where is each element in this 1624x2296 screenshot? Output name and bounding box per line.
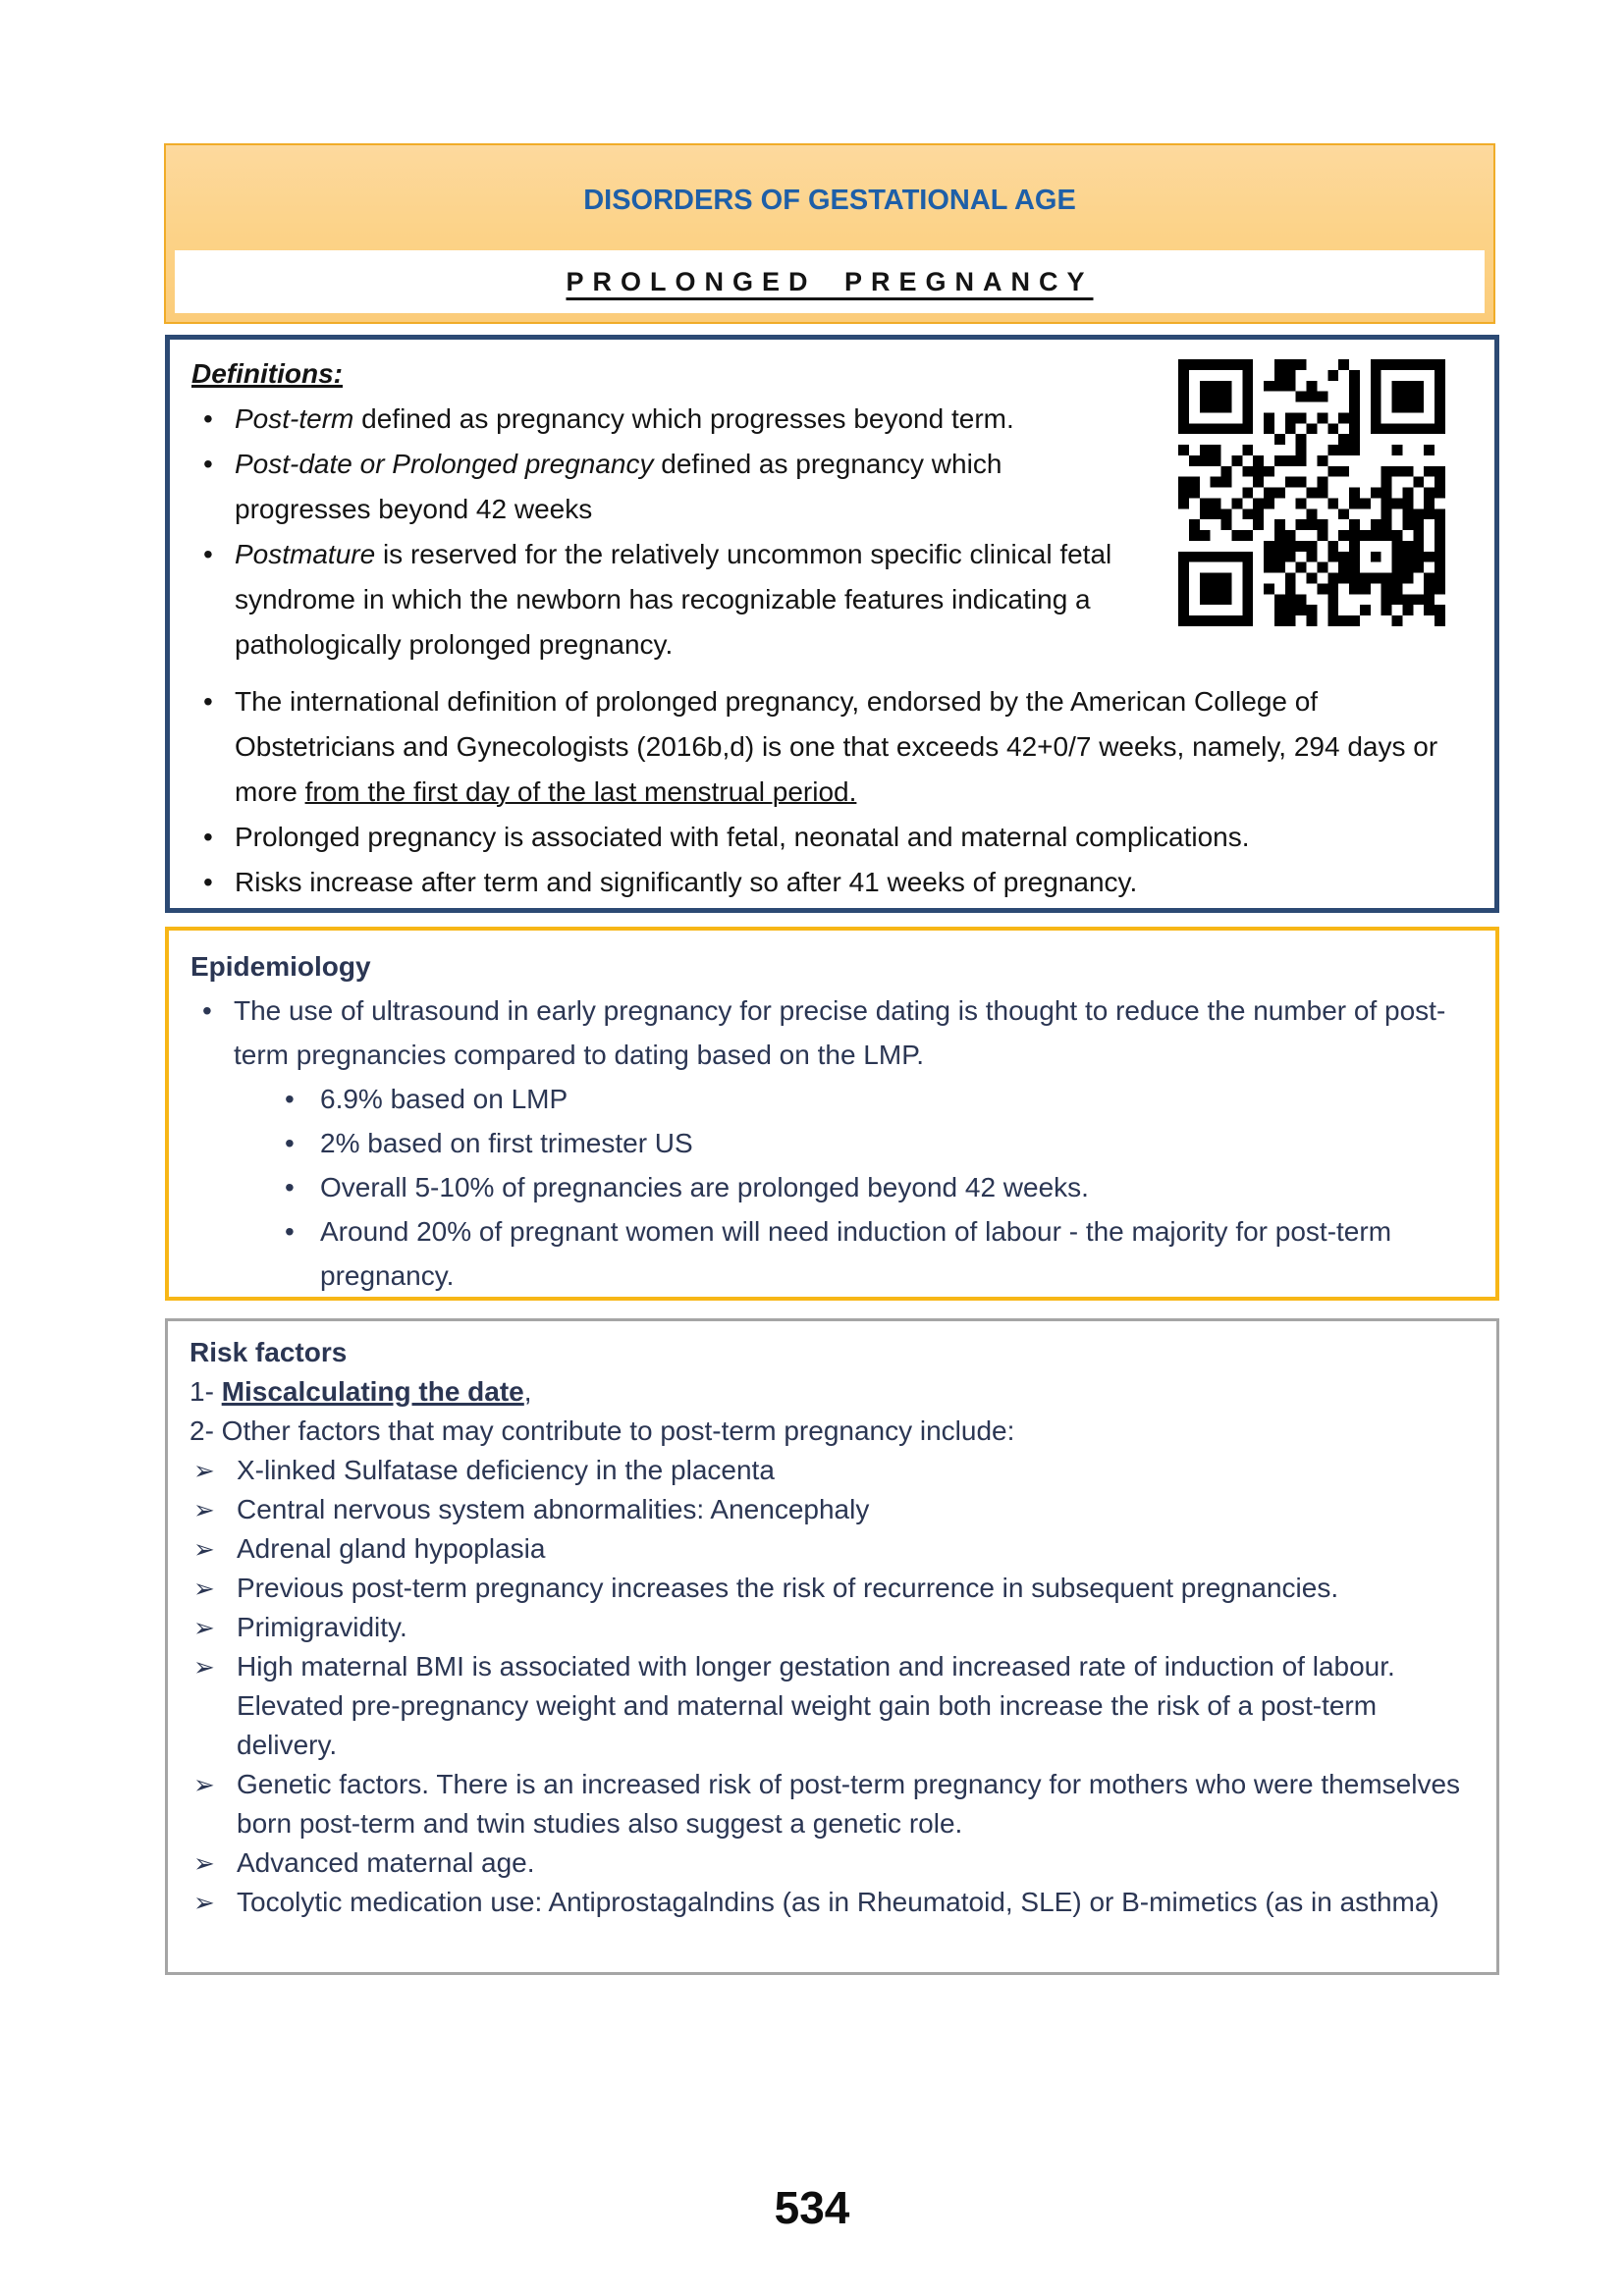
risk-item-text: Adrenal gland hypoplasia [237,1533,546,1564]
arrow-bullet-icon: ➢ [193,1456,215,1485]
epidemiology-subitem: • Around 20% of pregnant women will need induction of labour - the majority for post-term pregnancy. [190,1209,1470,1298]
page-number: 534 [774,2182,850,2233]
definitions-section [165,335,1499,913]
arrow-bullet-icon: ➢ [193,1574,215,1603]
risk-item [189,1843,1471,1883]
definition-text: Risks increase after term and significantly so after 41 weeks of pregnancy. [235,867,1138,897]
definition-underlined-text: from the first day of the last menstrual period. [304,776,857,807]
risk-factors-heading: Risk factors [189,1337,348,1367]
risk-numbered-item [189,1372,1471,1412]
definitions-list-full [191,679,1469,905]
arrow-bullet-icon: ➢ [193,1848,215,1878]
page-subtitle: PROLONGED PREGNANCY [566,266,1094,296]
risk-item-text: Tocolytic medication use: Antiprostagalndins (as in Rheumatoid, SLE) or B-mimetics (as in asthma) [237,1887,1439,1917]
risk-factors-section [165,1318,1499,1975]
risk-item-suffix: , [523,1376,532,1407]
risk-item-underlined: Miscalculating the date [221,1376,524,1407]
risk-item [189,1883,1471,1922]
epidemiology-item: • The use of ultrasound in early pregnancy for precise dating is thought to reduce the number of post-term pregnancies compared to dating based on the LMP. [190,988,1470,1077]
risk-item-text: X-linked Sulfatase deficiency in the placenta [237,1455,775,1485]
risk-item-text: Central nervous system abnormalities: Anencephaly [237,1494,870,1524]
risk-item-text: Previous post-term pregnancy increases the risk of recurrence in subsequent pregnancies. [237,1573,1339,1603]
risk-item [189,1451,1471,1490]
qr-code-image [1178,359,1445,626]
section-header [164,143,1495,324]
definition-term: Post-date or Prolonged pregnancy [235,449,654,479]
definition-item [191,532,1119,667]
definition-text: defined as pregnancy which progresses beyond term. [353,403,1014,434]
definitions-text-column [191,351,1178,667]
risk-numbered-item: 2- Other factors that may contribute to post-term pregnancy include: [189,1415,1015,1446]
risk-item [189,1608,1471,1647]
qr-code [1178,359,1445,626]
definitions-heading: Definitions: [191,358,343,389]
epidemiology-section [165,927,1499,1301]
arrow-bullet-icon: ➢ [193,1652,215,1682]
definition-text: defined as pregnancy which progresses beyond 42 weeks [235,449,1002,524]
epidemiology-subitem: • Overall 5-10% of pregnancies are prolonged beyond 42 weeks. [190,1165,1470,1209]
definitions-list [191,397,1119,667]
arrow-bullet-icon: ➢ [193,1613,215,1642]
risk-item-text: High maternal BMI is associated with longer gestation and increased rate of induction of labour. Elevated pre-pregnancy weight and maternal weight gain both increase the risk of a post-term delivery. [237,1651,1395,1760]
epidemiology-list [190,988,1470,1077]
risk-item [189,1647,1471,1765]
risk-item-number: 1- [189,1376,222,1407]
risk-item [189,1529,1471,1569]
risk-item [189,1569,1471,1608]
arrow-bullet-icon: ➢ [193,1534,215,1564]
arrow-bullet-icon: ➢ [193,1888,215,1917]
definition-item [191,442,1119,532]
arrow-bullet-icon: ➢ [193,1495,215,1524]
definition-item [191,397,1119,442]
risk-arrow-list [189,1451,1471,1922]
risk-item [189,1765,1471,1843]
epidemiology-heading: Epidemiology [190,951,371,982]
epidemiology-subitem: • 2% based on first trimester US [190,1121,1470,1165]
definition-item [191,815,1469,860]
epidemiology-subitem: • 6.9% based on LMP [190,1077,1470,1121]
risk-item-text: Primigravidity. [237,1612,407,1642]
arrow-bullet-icon: ➢ [193,1770,215,1799]
epidemiology-sublist [190,1077,1470,1298]
risk-item-text: Advanced maternal age. [237,1847,535,1878]
definition-item [191,679,1469,815]
definition-text: is reserved for the relatively uncommon specific clinical fetal syndrome in which the newborn has recognizable features indicating a pathologically prolonged pregnancy. [235,539,1112,660]
risk-item [189,1490,1471,1529]
definition-text: The international definition of prolonged pregnancy, endorsed by the American College of Obstetricians and Gynecologists (2016b,d) is one that exceeds 42+0/7 weeks, namely, 294 days or more [235,686,1438,807]
subtitle-box [175,250,1485,313]
definition-item [191,860,1469,905]
definition-term: Post-term [235,403,354,434]
definition-text: Prolonged pregnancy is associated with fetal, neonatal and maternal complications. [235,822,1250,852]
risk-item-text: Genetic factors. There is an increased risk of post-term pregnancy for mothers who were themselves born post-term and twin studies also suggest a genetic role. [237,1769,1461,1839]
definition-term: Postmature [235,539,376,569]
page-title: DISORDERS OF GESTATIONAL AGE [583,185,1076,216]
